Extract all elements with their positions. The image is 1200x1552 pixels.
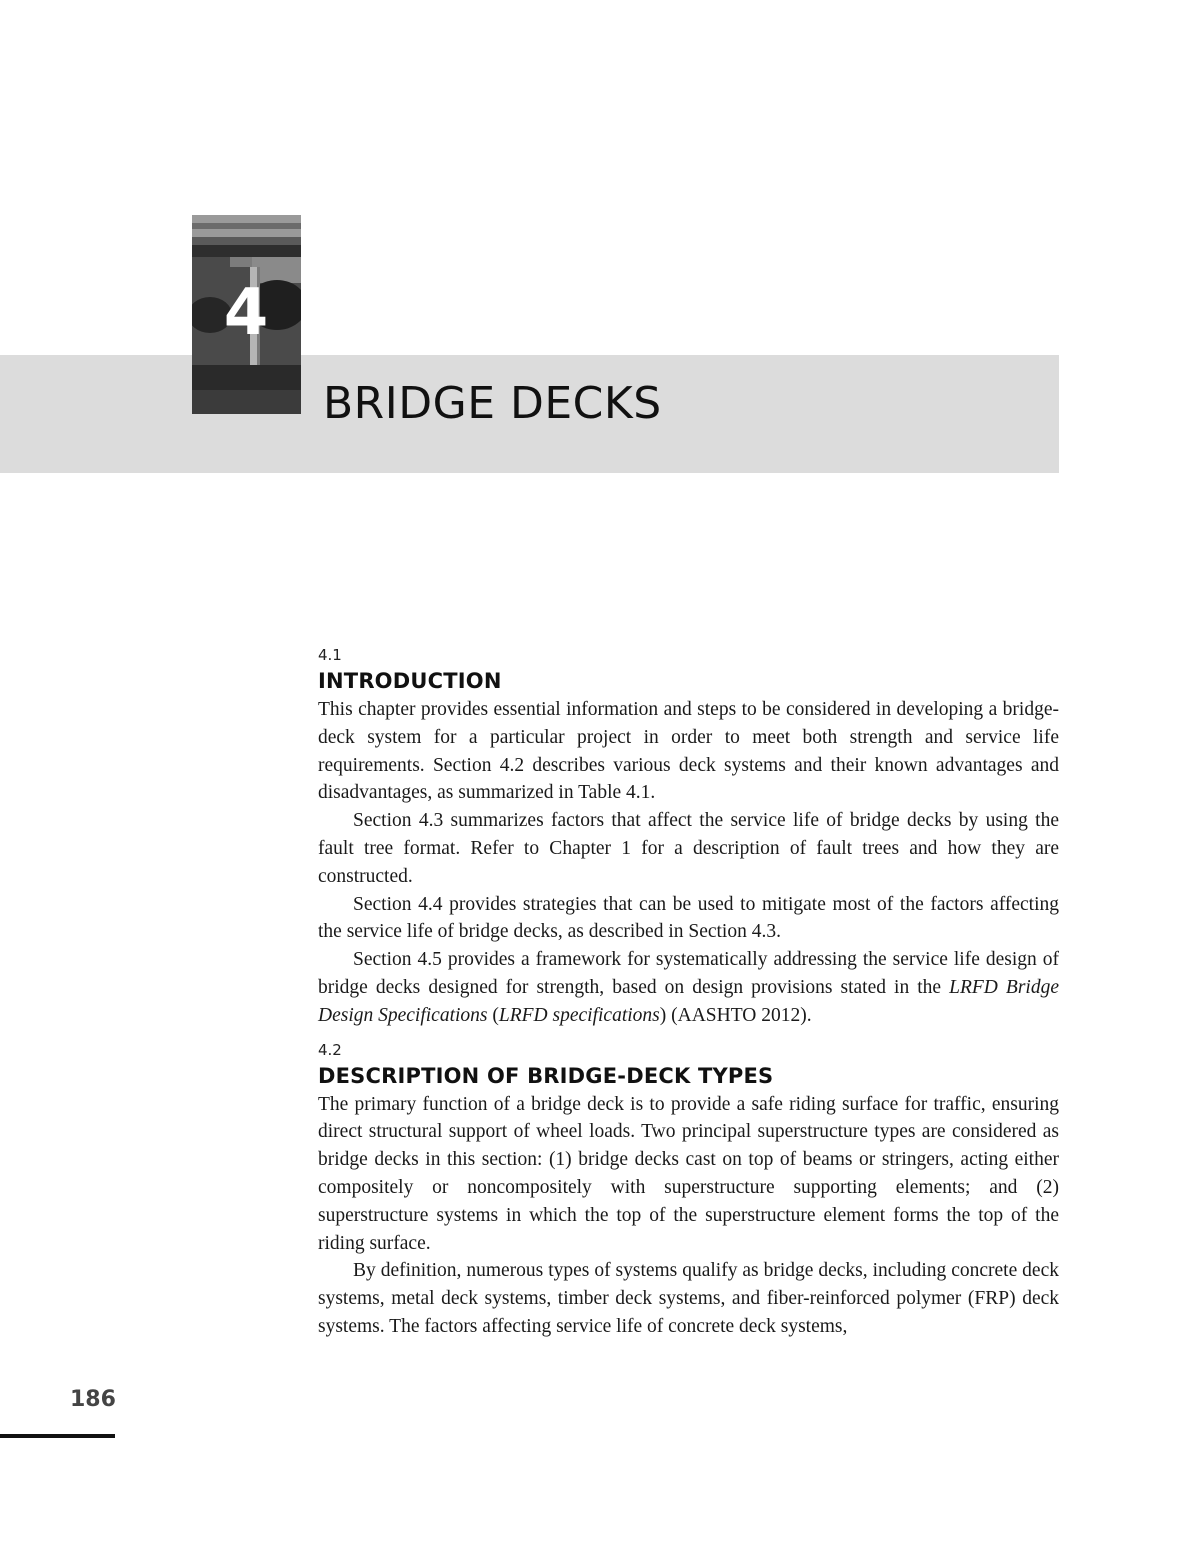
paragraph-text: ) (AASHTO 2012). (659, 1004, 812, 1026)
paragraph: The primary function of a bridge deck is to provide a safe riding surface for traffic, ensuring direct structural support of wheel loads. Two principal superstructure types are considered as bridge decks in this section: (1) bridge decks cast on top of beams or stringers, acting either compositely or noncompositely with superstructure supporting elements; and (2) superstructure systems in which the top of the superstructure element forms the top of the riding surface. (318, 1093, 1059, 1254)
section-number: 4.1 (318, 646, 342, 664)
page-number: 186 (70, 1387, 116, 1412)
paragraph: Section 4.4 provides strategies that can be used to mitigate most of the factors affecting the service life of bridge decks, as described in Section 4.3. (318, 893, 1059, 943)
paragraph (318, 946, 1059, 1029)
chapter-number: 4 (223, 276, 269, 350)
section-number: 4.2 (318, 1040, 342, 1059)
paragraph: This chapter provides essential information and steps to be considered in developing a bridge-deck system for a particular project in order to meet both strength and service life requirements. Section 4.2 describes various deck systems and their known advantages and disadvantages, as summarized in Table 4.1. (318, 699, 1059, 804)
paragraph-text: Section 4.5 provides a framework for systematically addressing the service life design of bridge decks designed for strength, based on design provisions stated in the (318, 949, 1059, 998)
citation-short-title: LRFD specifications (498, 1004, 660, 1026)
section-heading: DESCRIPTION OF BRIDGE-DECK TYPES (318, 1063, 774, 1088)
citation-title: LRFD Bridge Design Specifications (318, 976, 1059, 1026)
section-heading: INTRODUCTION (318, 669, 502, 693)
chapter-title: BRIDGE DECKS (323, 378, 662, 429)
page-number-rule (0, 1434, 115, 1438)
page-body (318, 645, 1059, 1341)
paragraph-text: ( (487, 1004, 499, 1026)
paragraph: By definition, numerous types of systems qualify as bridge decks, including concrete deck systems, metal deck systems, timber deck systems, and fiber-reinforced polymer (FRP) deck systems. The factors affecting service life of concrete deck systems, (318, 1260, 1059, 1337)
paragraph: Section 4.3 summarizes factors that affect the service life of bridge decks by using the fault tree format. Refer to Chapter 1 for a description of fault trees and how they are constructed. (318, 810, 1059, 887)
